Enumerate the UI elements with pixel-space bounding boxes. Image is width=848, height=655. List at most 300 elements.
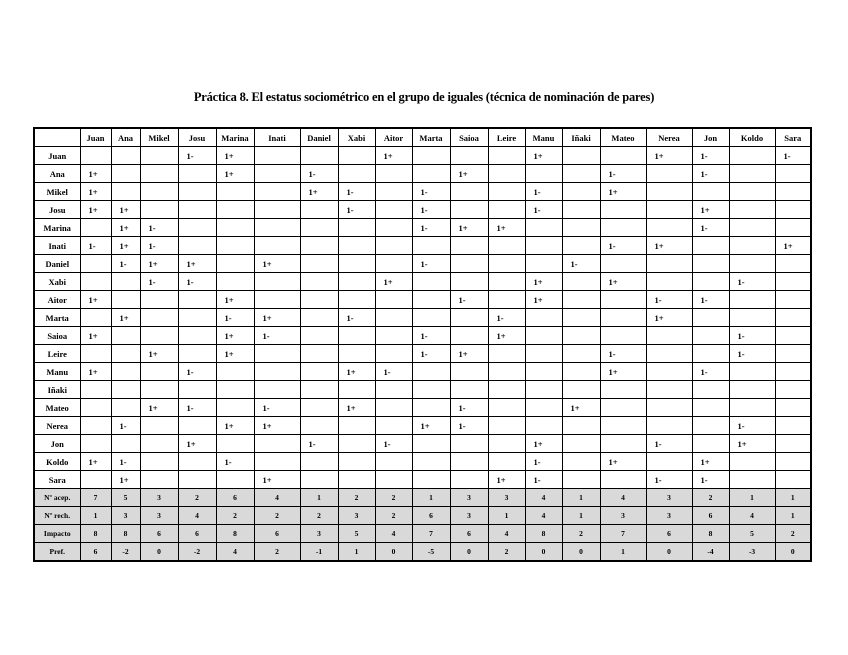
- row-label: Manu: [34, 363, 80, 381]
- nomination-cell: [300, 273, 338, 291]
- nomination-cell: 1+: [80, 453, 111, 471]
- nomination-cell: [216, 381, 254, 399]
- summary-cell: 2: [338, 489, 375, 507]
- nomination-cell: [525, 327, 562, 345]
- summary-row: [34, 507, 811, 525]
- nomination-cell: [254, 183, 300, 201]
- nomination-cell: [140, 201, 178, 219]
- summary-cell: 2: [178, 489, 216, 507]
- nomination-cell: [412, 237, 450, 255]
- nomination-cell: [80, 255, 111, 273]
- nomination-cell: 1-: [375, 435, 412, 453]
- nomination-cell: [178, 327, 216, 345]
- summary-cell: 0: [140, 543, 178, 562]
- nomination-cell: [450, 327, 488, 345]
- nomination-cell: [600, 147, 646, 165]
- summary-cell: 3: [338, 507, 375, 525]
- summary-cell: 4: [216, 543, 254, 562]
- nomination-cell: [140, 471, 178, 489]
- nomination-cell: [375, 183, 412, 201]
- nomination-cell: [450, 309, 488, 327]
- nomination-cell: [562, 147, 600, 165]
- nomination-cell: 1+: [254, 417, 300, 435]
- nomination-cell: 1-: [488, 309, 525, 327]
- nomination-cell: 1-: [692, 219, 729, 237]
- page-title: Práctica 8. El estatus sociométrico en el grupo de iguales (técnica de nominación de pares): [193, 90, 655, 104]
- nomination-cell: [562, 417, 600, 435]
- nomination-cell: 1-: [646, 471, 692, 489]
- nomination-cell: 1+: [254, 471, 300, 489]
- nomination-cell: 1+: [111, 309, 140, 327]
- summary-cell: 2: [254, 543, 300, 562]
- nomination-cell: 1-: [600, 345, 646, 363]
- nomination-cell: [729, 183, 775, 201]
- nomination-cell: [412, 381, 450, 399]
- summary-cell: 1: [300, 489, 338, 507]
- column-header: Nerea: [646, 128, 692, 147]
- row-label: Marta: [34, 309, 80, 327]
- nomination-cell: 1-: [178, 147, 216, 165]
- nomination-cell: 1+: [488, 327, 525, 345]
- column-header: Marta: [412, 128, 450, 147]
- table-row: [34, 273, 811, 291]
- summary-cell: 6: [80, 543, 111, 562]
- nomination-cell: 1-: [254, 399, 300, 417]
- nomination-cell: [178, 291, 216, 309]
- column-header: Mateo: [600, 128, 646, 147]
- nomination-cell: [300, 471, 338, 489]
- nomination-cell: [140, 147, 178, 165]
- nomination-cell: [775, 165, 811, 183]
- nomination-cell: [140, 435, 178, 453]
- nomination-cell: [775, 291, 811, 309]
- summary-cell: 1: [775, 507, 811, 525]
- summary-cell: 1: [562, 489, 600, 507]
- nomination-cell: [488, 381, 525, 399]
- nomination-cell: [111, 183, 140, 201]
- nomination-cell: [111, 273, 140, 291]
- summary-cell: 0: [525, 543, 562, 562]
- summary-cell: -2: [178, 543, 216, 562]
- nomination-cell: [140, 381, 178, 399]
- column-header: Leire: [488, 128, 525, 147]
- nomination-cell: [80, 345, 111, 363]
- summary-cell: 4: [488, 525, 525, 543]
- summary-cell: 1: [80, 507, 111, 525]
- summary-cell: 0: [450, 543, 488, 562]
- nomination-cell: [111, 327, 140, 345]
- nomination-cell: 1+: [646, 237, 692, 255]
- summary-cell: 3: [646, 507, 692, 525]
- nomination-cell: 1-: [729, 345, 775, 363]
- nomination-cell: 1-: [375, 363, 412, 381]
- nomination-cell: [140, 327, 178, 345]
- summary-cell: 1: [562, 507, 600, 525]
- table-row: [34, 309, 811, 327]
- summary-cell: 3: [140, 507, 178, 525]
- nomination-cell: [525, 237, 562, 255]
- nomination-cell: [525, 417, 562, 435]
- nomination-cell: [80, 273, 111, 291]
- nomination-cell: [254, 291, 300, 309]
- nomination-cell: 1+: [216, 417, 254, 435]
- nomination-cell: [300, 309, 338, 327]
- nomination-cell: [300, 327, 338, 345]
- summary-cell: 6: [646, 525, 692, 543]
- summary-cell: 8: [692, 525, 729, 543]
- nomination-cell: [562, 435, 600, 453]
- nomination-cell: [412, 399, 450, 417]
- nomination-cell: 1-: [525, 471, 562, 489]
- nomination-cell: [375, 291, 412, 309]
- nomination-cell: 1-: [338, 201, 375, 219]
- nomination-cell: 1-: [178, 399, 216, 417]
- nomination-cell: 1+: [80, 291, 111, 309]
- nomination-cell: 1+: [600, 453, 646, 471]
- nomination-cell: 1+: [111, 201, 140, 219]
- nomination-cell: [562, 273, 600, 291]
- nomination-cell: [646, 255, 692, 273]
- nomination-cell: 1+: [111, 471, 140, 489]
- nomination-cell: 1-: [450, 399, 488, 417]
- nomination-cell: [412, 453, 450, 471]
- column-header: Mikel: [140, 128, 178, 147]
- nomination-cell: [562, 165, 600, 183]
- nomination-cell: [729, 363, 775, 381]
- nomination-cell: [412, 291, 450, 309]
- nomination-cell: 1-: [692, 291, 729, 309]
- nomination-cell: 1-: [729, 327, 775, 345]
- nomination-cell: [450, 201, 488, 219]
- table-row: [34, 327, 811, 345]
- nomination-cell: 1-: [412, 345, 450, 363]
- nomination-cell: [600, 309, 646, 327]
- nomination-cell: 1+: [178, 255, 216, 273]
- row-label: Mateo: [34, 399, 80, 417]
- table-row: [34, 435, 811, 453]
- summary-cell: 3: [111, 507, 140, 525]
- nomination-cell: 1-: [178, 273, 216, 291]
- nomination-cell: [775, 219, 811, 237]
- column-header: Juan: [80, 128, 111, 147]
- nomination-cell: [375, 381, 412, 399]
- nomination-cell: [600, 327, 646, 345]
- nomination-cell: [338, 453, 375, 471]
- nomination-cell: 1+: [525, 435, 562, 453]
- nomination-cell: 1+: [646, 309, 692, 327]
- row-label: Aitor: [34, 291, 80, 309]
- nomination-cell: 1+: [111, 219, 140, 237]
- nomination-cell: [338, 273, 375, 291]
- nomination-cell: [729, 219, 775, 237]
- nomination-cell: [111, 291, 140, 309]
- nomination-cell: [775, 363, 811, 381]
- nomination-cell: 1+: [525, 273, 562, 291]
- nomination-cell: [300, 291, 338, 309]
- header-row: [34, 128, 811, 147]
- nomination-cell: [775, 417, 811, 435]
- nomination-cell: [80, 309, 111, 327]
- nomination-cell: 1+: [216, 345, 254, 363]
- nomination-cell: 1-: [692, 147, 729, 165]
- nomination-cell: [111, 399, 140, 417]
- nomination-cell: 1+: [338, 399, 375, 417]
- nomination-cell: 1-: [729, 273, 775, 291]
- column-header: Marina: [216, 128, 254, 147]
- summary-cell: 6: [450, 525, 488, 543]
- nomination-cell: 1-: [140, 273, 178, 291]
- nomination-cell: [140, 309, 178, 327]
- nomination-cell: 1+: [692, 453, 729, 471]
- nomination-cell: 1-: [412, 183, 450, 201]
- corner-cell: [34, 128, 80, 147]
- nomination-cell: 1+: [254, 255, 300, 273]
- nomination-cell: [562, 291, 600, 309]
- column-header: Josu: [178, 128, 216, 147]
- summary-cell: 7: [80, 489, 111, 507]
- nomination-cell: 1-: [646, 291, 692, 309]
- nomination-cell: 1+: [178, 435, 216, 453]
- nomination-cell: [600, 381, 646, 399]
- nomination-cell: [729, 165, 775, 183]
- nomination-cell: 1-: [412, 219, 450, 237]
- nomination-cell: [562, 363, 600, 381]
- nomination-cell: [488, 345, 525, 363]
- table-row: [34, 453, 811, 471]
- nomination-cell: [338, 345, 375, 363]
- nomination-cell: [525, 309, 562, 327]
- nomination-cell: 1+: [216, 291, 254, 309]
- nomination-cell: [692, 399, 729, 417]
- nomination-cell: 1-: [600, 237, 646, 255]
- nomination-cell: [646, 273, 692, 291]
- nomination-cell: [525, 255, 562, 273]
- nomination-cell: [140, 183, 178, 201]
- nomination-cell: [450, 273, 488, 291]
- nomination-cell: [178, 165, 216, 183]
- nomination-cell: [412, 435, 450, 453]
- nomination-cell: [562, 471, 600, 489]
- nomination-cell: [375, 309, 412, 327]
- table-row: [34, 471, 811, 489]
- table-row: [34, 399, 811, 417]
- nomination-cell: [729, 309, 775, 327]
- nomination-cell: 1+: [111, 237, 140, 255]
- nomination-cell: [775, 345, 811, 363]
- summary-cell: 4: [254, 489, 300, 507]
- nomination-cell: [300, 147, 338, 165]
- nomination-cell: [562, 309, 600, 327]
- table-row: [34, 147, 811, 165]
- nomination-cell: [338, 435, 375, 453]
- nomination-cell: [450, 471, 488, 489]
- column-header: Sara: [775, 128, 811, 147]
- summary-cell: 6: [216, 489, 254, 507]
- nomination-cell: [375, 201, 412, 219]
- nomination-cell: [450, 453, 488, 471]
- nomination-cell: [412, 363, 450, 381]
- summary-cell: -1: [300, 543, 338, 562]
- nomination-cell: [140, 363, 178, 381]
- nomination-cell: [729, 453, 775, 471]
- summary-cell: 1: [488, 507, 525, 525]
- nomination-cell: [178, 345, 216, 363]
- nomination-cell: [338, 147, 375, 165]
- summary-cell: 6: [412, 507, 450, 525]
- nomination-cell: 1+: [775, 237, 811, 255]
- nomination-cell: [692, 345, 729, 363]
- nomination-cell: [488, 237, 525, 255]
- nomination-cell: [338, 291, 375, 309]
- nomination-cell: [488, 435, 525, 453]
- nomination-cell: [729, 399, 775, 417]
- summary-cell: 2: [775, 525, 811, 543]
- nomination-cell: [600, 291, 646, 309]
- row-label: Josu: [34, 201, 80, 219]
- nomination-cell: [140, 291, 178, 309]
- nomination-cell: [692, 237, 729, 255]
- summary-cell: 2: [488, 543, 525, 562]
- summary-cell: 0: [375, 543, 412, 562]
- nomination-cell: [216, 255, 254, 273]
- nomination-cell: [300, 399, 338, 417]
- nomination-cell: [600, 435, 646, 453]
- nomination-cell: 1-: [525, 453, 562, 471]
- nomination-cell: [692, 183, 729, 201]
- nomination-cell: [525, 219, 562, 237]
- nomination-cell: [178, 201, 216, 219]
- nomination-cell: [775, 327, 811, 345]
- nomination-cell: [775, 381, 811, 399]
- nomination-cell: [254, 363, 300, 381]
- nomination-cell: [300, 345, 338, 363]
- summary-cell: 2: [562, 525, 600, 543]
- nomination-cell: [562, 327, 600, 345]
- nomination-cell: [216, 219, 254, 237]
- nomination-cell: [488, 417, 525, 435]
- nomination-cell: [111, 165, 140, 183]
- nomination-cell: [338, 471, 375, 489]
- nomination-cell: [525, 399, 562, 417]
- nomination-cell: [216, 183, 254, 201]
- row-label: Jon: [34, 435, 80, 453]
- nomination-cell: [692, 435, 729, 453]
- nomination-cell: 1-: [692, 471, 729, 489]
- nomination-cell: 1-: [450, 291, 488, 309]
- nomination-cell: [300, 237, 338, 255]
- nomination-cell: 1-: [692, 363, 729, 381]
- nomination-cell: 1-: [111, 255, 140, 273]
- nomination-cell: 1+: [450, 165, 488, 183]
- table-row: [34, 345, 811, 363]
- table-row: [34, 201, 811, 219]
- summary-cell: 1: [729, 489, 775, 507]
- nomination-cell: [450, 435, 488, 453]
- nomination-cell: [178, 381, 216, 399]
- row-label: Iñaki: [34, 381, 80, 399]
- nomination-cell: [178, 309, 216, 327]
- table-row: [34, 417, 811, 435]
- table-row: [34, 165, 811, 183]
- summary-row: [34, 489, 811, 507]
- nomination-cell: [111, 381, 140, 399]
- column-header: Manu: [525, 128, 562, 147]
- nomination-cell: 1+: [216, 165, 254, 183]
- row-label: Juan: [34, 147, 80, 165]
- nomination-cell: 1+: [80, 165, 111, 183]
- nomination-cell: 1-: [140, 219, 178, 237]
- summary-cell: 1: [775, 489, 811, 507]
- nomination-cell: [646, 417, 692, 435]
- nomination-cell: [254, 273, 300, 291]
- summary-cell: 5: [729, 525, 775, 543]
- nomination-cell: [729, 381, 775, 399]
- nomination-cell: [216, 273, 254, 291]
- nomination-cell: [300, 381, 338, 399]
- summary-cell: 2: [692, 489, 729, 507]
- nomination-cell: [178, 219, 216, 237]
- nomination-cell: 1+: [140, 399, 178, 417]
- nomination-cell: [111, 345, 140, 363]
- table-row: [34, 237, 811, 255]
- row-label: Sara: [34, 471, 80, 489]
- row-label: Leire: [34, 345, 80, 363]
- nomination-cell: [646, 327, 692, 345]
- nomination-cell: [692, 381, 729, 399]
- nomination-cell: 1+: [140, 255, 178, 273]
- nomination-cell: [254, 435, 300, 453]
- nomination-cell: [338, 381, 375, 399]
- summary-cell: 2: [375, 507, 412, 525]
- nomination-cell: [254, 237, 300, 255]
- nomination-cell: [254, 201, 300, 219]
- nomination-cell: 1+: [729, 435, 775, 453]
- summary-cell: 3: [646, 489, 692, 507]
- nomination-cell: [525, 165, 562, 183]
- nomination-cell: [562, 453, 600, 471]
- row-label: Daniel: [34, 255, 80, 273]
- nomination-cell: [375, 453, 412, 471]
- nomination-cell: 1-: [412, 327, 450, 345]
- column-header: Inati: [254, 128, 300, 147]
- summary-cell: -5: [412, 543, 450, 562]
- summary-cell: 4: [729, 507, 775, 525]
- nomination-cell: [375, 327, 412, 345]
- nomination-cell: [525, 381, 562, 399]
- nomination-cell: [488, 291, 525, 309]
- nomination-cell: [646, 165, 692, 183]
- row-label: Xabi: [34, 273, 80, 291]
- nomination-cell: [375, 345, 412, 363]
- row-label: Marina: [34, 219, 80, 237]
- nomination-cell: [375, 219, 412, 237]
- nomination-cell: [338, 165, 375, 183]
- summary-cell: 6: [140, 525, 178, 543]
- nomination-cell: 1+: [525, 147, 562, 165]
- nomination-cell: [140, 417, 178, 435]
- table-row: [34, 255, 811, 273]
- nomination-cell: [338, 219, 375, 237]
- nomination-cell: [375, 417, 412, 435]
- nomination-cell: 1-: [525, 183, 562, 201]
- nomination-cell: [111, 147, 140, 165]
- nomination-cell: [80, 219, 111, 237]
- nomination-cell: 1-: [412, 255, 450, 273]
- summary-cell: -3: [729, 543, 775, 562]
- nomination-cell: 1-: [338, 309, 375, 327]
- row-label: Koldo: [34, 453, 80, 471]
- summary-cell: 4: [525, 507, 562, 525]
